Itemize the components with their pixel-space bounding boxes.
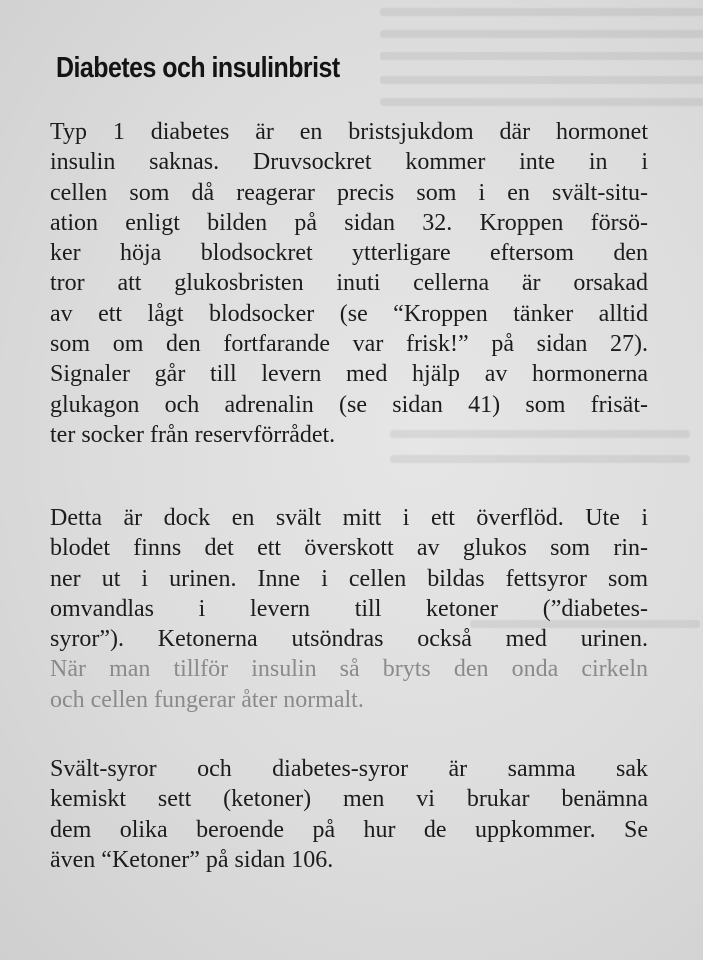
- text-line: omvandlas i levern till ketoner (”diabetes-: [50, 595, 648, 622]
- show-through-line: [380, 76, 703, 84]
- text-line: av ett lågt blodsocker (se “Kroppen tänker alltid: [50, 300, 648, 327]
- text-line: dem olika beroende på hur de uppkommer. Se: [50, 816, 648, 843]
- text-line: även “Ketoner” på sidan 106.: [50, 846, 334, 873]
- show-through-line: [380, 52, 703, 60]
- show-through-line: [380, 8, 703, 16]
- paragraph-1: [50, 117, 648, 450]
- show-through-line: [380, 30, 703, 38]
- text-line: ner ut i urinen. Inne i cellen bildas fettsyror som: [50, 565, 648, 592]
- text-line: Svält-syror och diabetes-syror är samma sak: [50, 756, 648, 782]
- text-line: glukagon och adrenalin (se sidan 41) som frisät-: [50, 391, 648, 418]
- text-line: insulin saknas. Druvsockret kommer inte in i: [50, 149, 648, 176]
- text-line: blodet finns det ett överskott av glukos som rin-: [50, 535, 648, 562]
- text-line: och cellen fungerar åter normalt.: [50, 686, 364, 713]
- text-line: Detta är dock en svält mitt i ett överflöd. Ute i: [50, 505, 648, 531]
- paragraph-2: [50, 503, 648, 715]
- text-line: Signaler går till levern med hjälp av hormonerna: [50, 361, 648, 388]
- text-line: ker höja blodsockret ytterligare eftersom den: [50, 240, 648, 267]
- text-line: syror”). Ketonerna utsöndras också med urinen.: [50, 626, 648, 653]
- section-heading: Diabetes och insulinbrist: [56, 52, 340, 84]
- text-line: ation enligt bilden på sidan 32. Kroppen försö-: [50, 209, 648, 236]
- text-line: cellen som då reagerar precis som i en svält-situ-: [50, 179, 648, 206]
- show-through-line: [380, 98, 703, 106]
- text-line: kemiskt sett (ketoner) men vi brukar benämna: [50, 786, 648, 813]
- text-line: som om den fortfarande var frisk!” på sidan 27).: [50, 331, 648, 358]
- text-line: När man tillför insulin så bryts den onda cirkeln: [50, 656, 648, 683]
- paragraph-3: [50, 754, 648, 875]
- show-through-line: [390, 455, 690, 463]
- text-line: tror att glukosbristen inuti cellerna är orsakad: [50, 270, 648, 297]
- text-line: Typ 1 diabetes är en bristsjukdom där hormonet: [50, 119, 648, 145]
- text-line: ter socker från reservförrådet.: [50, 421, 336, 448]
